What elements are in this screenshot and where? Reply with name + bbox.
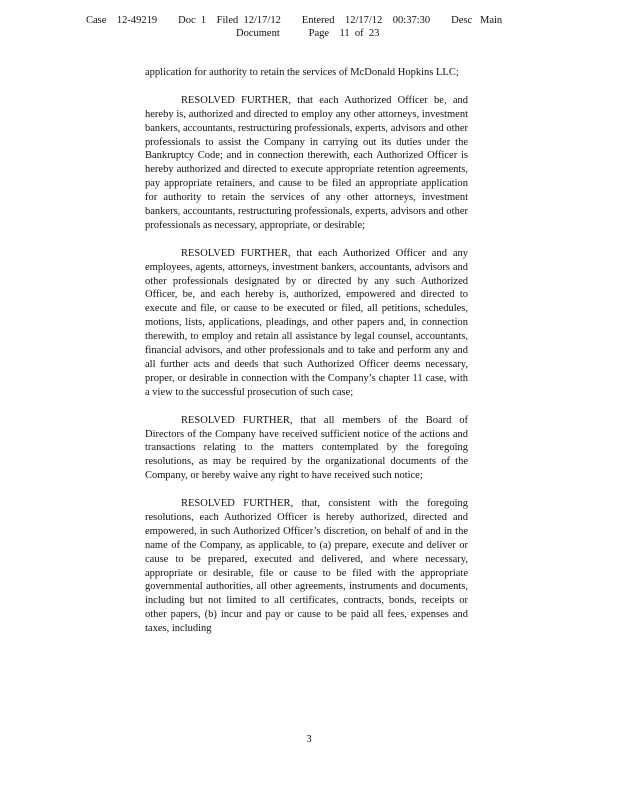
filing-header-line-2: Document Page 11 of 23 [236,28,380,39]
paragraph-continuation: application for authority to retain the services of McDonald Hopkins LLC; [145,67,459,78]
resolution-paragraph: RESOLVED FURTHER, that all members of the Board of Directors of the Company have received sufficient notice of the actions and transactions relating to the matters contemplated by the foregoing resolutions, as may be required by the organizational documents of the Company, or hereby waive any right to have received such notice; [145,414,468,482]
filing-header-line-1: Case 12-49219 Doc 1 Filed 12/17/12 Entered 12/17/12 00:37:30 Desc Main [86,15,503,26]
resolution-paragraph: RESOLVED FURTHER, that, consistent with the foregoing resolutions, each Authorized Officer is hereby authorized, directed and empowered, in such Authorized Officer’s discretion, on behalf of and in the name of the Company, as applicable, to (a) prepare, execute and deliver or cause to be prepared, executed and delivered, and where necessary, appropriate or desirable, file or cause to be filed with the appropriate governmental authorities, all other agreements, instruments and documents, including but not limited to all certificates, contracts, bonds, receipts or other papers, (b) incur and pay or cause to be paid all fees, expenses and taxes, including [145,498,468,635]
page-number: 3 [306,734,312,745]
resolution-paragraph: RESOLVED FURTHER, that each Authorized Officer and any employees, agents, attorneys, investment bankers, accountants, advisors and other professionals designated by or directed by any such Authorized Officer, be, and each hereby is, authorized, empowered and directed to execute and file, or cause to be executed or filed, all petitions, schedules, motions, lists, applications, pleadings, and other papers and, in connection therewith, to employ and retain all assistance by legal counsel, accountants, financial advisors, and other professionals and to take and perform any and all further acts and deeds that such Authorized Officer deems necessary, proper, or desirable in connection with the Company’s chapter 11 case, with a view to the successful prosecution of such case; [145,247,468,398]
document-body [145,66,468,650]
resolution-paragraph: RESOLVED FURTHER, that each Authorized Officer be, and hereby is, authorized and directed to employ any other attorneys, investment bankers, accountants, restructuring professionals, experts, advisors and other professionals to assist the Company in carrying out its duties under the Bankruptcy Code; and in connection therewith, each Authorized Officer is hereby authorized and directed to execute appropriate retention agreements, pay appropriate retainers, and cause to be filed an appropriate application for authority to retain the services of any other attorneys, investment bankers, accountants, restructuring professionals, experts, advisors and other professionals as necessary, appropriate, or desirable; [145,94,468,231]
